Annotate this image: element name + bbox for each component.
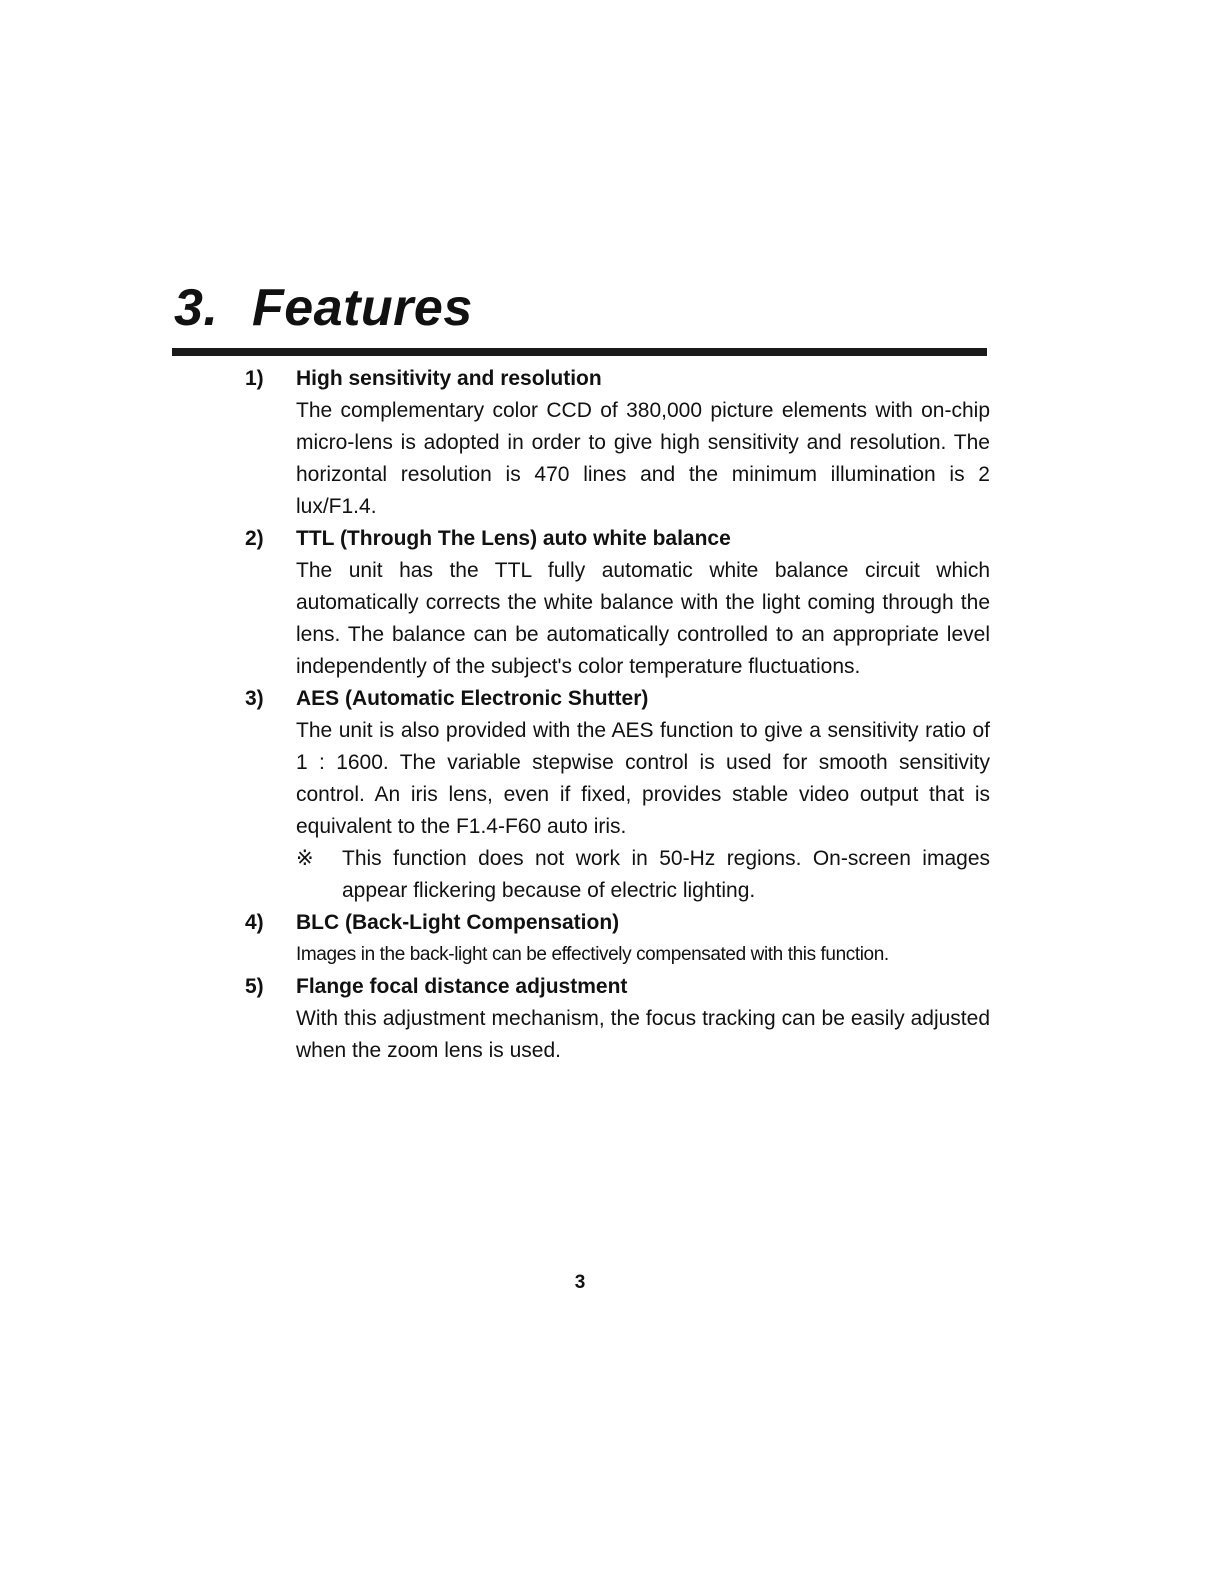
feature-item-1 (245, 363, 990, 523)
features-list (245, 363, 990, 1067)
feature-heading: Flange focal distance adjustment (296, 975, 628, 998)
feature-description: The complementary color CCD of 380,000 picture elements with on-chip micro-lens is adopted in order to give high sensitivity and resolution. The horizontal resolution is 470 lines and the minimum illumination is 2 lux/F1.4. (296, 399, 990, 518)
feature-item-2 (245, 523, 990, 683)
feature-heading: BLC (Back-Light Compensation) (296, 911, 620, 934)
page-number: 3 (574, 1272, 586, 1293)
feature-item-3 (245, 683, 990, 907)
feature-number: 3) (245, 687, 264, 710)
section-title-text: Features (252, 279, 473, 337)
feature-item-5 (245, 971, 990, 1067)
feature-number: 5) (245, 975, 264, 998)
feature-description: Images in the back-light can be effectively compensated with this function. (296, 944, 889, 965)
section-title (174, 278, 473, 338)
feature-item-4 (245, 907, 990, 971)
feature-heading: High sensitivity and resolution (296, 367, 602, 390)
feature-number: 2) (245, 527, 264, 550)
note-text: This function does not work in 50-Hz regions. On-screen images appear flickering because of electric lighting. (342, 847, 990, 902)
feature-number: 1) (245, 367, 264, 390)
feature-description: With this adjustment mechanism, the focus tracking can be easily adjusted when the zoom lens is used. (296, 1007, 990, 1062)
feature-note (296, 843, 990, 907)
note-mark-icon: ※ (296, 847, 314, 870)
title-rule (172, 348, 987, 356)
feature-description: The unit is also provided with the AES function to give a sensitivity ratio of 1 : 1600. The variable stepwise control is used for smooth sensitivity control. An iris lens, even if fixed, provides stable video output that is equivalent to the F1.4-F60 auto iris. (296, 719, 990, 838)
feature-description: The unit has the TTL fully automatic white balance circuit which automatically corrects the white balance with the light coming through the lens. The balance can be automatically controlled to an appropriate level independently of the subject's color temperature fluctuations. (296, 559, 990, 678)
feature-heading: AES (Automatic Electronic Shutter) (296, 687, 649, 710)
feature-number: 4) (245, 911, 264, 934)
feature-heading: TTL (Through The Lens) auto white balance (296, 527, 731, 550)
section-number: 3. (174, 279, 219, 337)
